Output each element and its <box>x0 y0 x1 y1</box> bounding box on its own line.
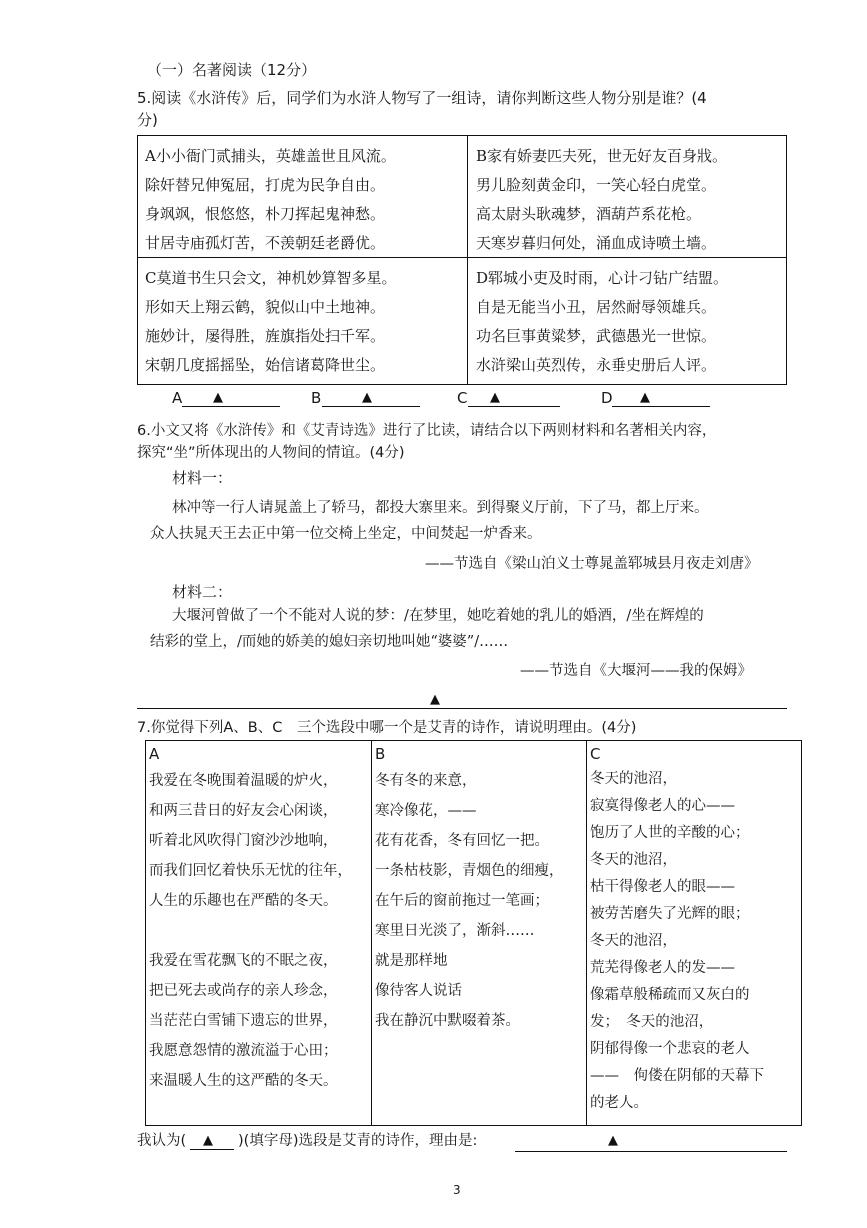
q7-col-b-label: B <box>375 745 386 763</box>
poem-line: A小小衙门贰捕头，英雄盖世且风流。 <box>145 147 396 165</box>
poem-line: 寒里日光淡了，渐斜…… <box>375 923 535 939</box>
poem-line: 饱历了人世的辛酸的心； <box>590 825 750 841</box>
q7-col-c-label: C <box>590 745 601 763</box>
q6-material1-source: ——节选自《梁山泊义士尊晁盖郓城县月夜走刘唐》 <box>425 556 759 572</box>
q5-poem-a <box>145 142 396 258</box>
q6-material2-source: ——节选自《大堰河——我的保姆》 <box>520 663 752 679</box>
poem-line: 来温暖人生的这严酷的冬天。 <box>149 1073 338 1089</box>
q5-answer-a-letter: A <box>172 389 183 407</box>
q6-material1-label: 材料一： <box>172 469 233 487</box>
poem-line: 的老人。 <box>590 1095 648 1111</box>
q5-answer-c-mark: ▲ <box>490 390 500 405</box>
q7-answer-letter-blank[interactable] <box>190 1131 234 1150</box>
poem-line: 冬天的池沼， <box>590 933 677 949</box>
page-number: 3 <box>453 1183 461 1197</box>
q5-answer-c-blank[interactable] <box>468 388 560 407</box>
poem-line: 我在静沉中默啜着茶。 <box>375 1013 520 1029</box>
poem-line: 和两三昔日的好友会心闲谈， <box>149 803 338 819</box>
poem-line: 当茫茫白雪铺下遗忘的世界， <box>149 1013 338 1029</box>
poem-line: 身飒飒，恨悠悠，朴刀挥起鬼神愁。 <box>145 205 386 223</box>
poem-line: 我爱在雪花飘飞的不眠之夜， <box>149 953 338 969</box>
poem-line <box>149 916 352 946</box>
poem-line: 宋朝几度摇摇坠，始信诸葛降世尘。 <box>145 356 386 374</box>
poem-line: 荒芜得像老人的发—— <box>590 960 735 976</box>
q6-material1-line2: 众人扶晁天王去正中第一位交椅上坐定，中间焚起一炉香来。 <box>150 526 542 542</box>
q5-answer-d-letter: D <box>601 389 613 407</box>
poem-line: 施妙计，屡得胜，旌旗指处扫千军。 <box>145 327 386 345</box>
q7-answer-mark: ▲ <box>203 1133 213 1148</box>
q6-material2-label: 材料二： <box>172 583 233 601</box>
poem-line: 甘居寺庙孤灯苦，不羡朝廷老爵优。 <box>145 234 386 252</box>
q6-material2-line1: 大堰河曾做了一个不能对人说的梦：/在梦里，她吃着她的乳儿的婚酒，/坐在辉煌的 <box>172 608 704 624</box>
poem-line: 我爱在冬晚围着温暖的炉火， <box>149 773 338 789</box>
q6-material2-line2: 结彩的堂上，/而她的娇美的媳妇亲切地叫她“婆婆”/…… <box>150 634 509 650</box>
poem-line: 而我们回忆着快乐无忧的往年， <box>149 863 352 879</box>
poem-line: 男儿脸刻黄金印，一笑心轻白虎堂。 <box>476 176 717 194</box>
poem-line: 冬天的池沼， <box>590 771 677 787</box>
poem-line: 形如天上翔云鹤，貌似山中土地神。 <box>145 298 386 316</box>
poem-line: C莫道书生只会文，神机妙算智多星。 <box>145 269 397 287</box>
poem-line: D郓城小吏及时雨，心计刁钻广结盟。 <box>476 269 729 287</box>
poem-line: 自是无能当小丑，居然耐辱领雄兵。 <box>476 298 717 316</box>
poem-line: B家有娇妻匹夫死，世无好友百身戕。 <box>476 147 728 165</box>
poem-line: 寂寞得像老人的心—— <box>590 798 735 814</box>
q5-poem-d <box>476 264 728 380</box>
poem-line: 寒冷像花，—— <box>375 803 477 819</box>
q7-divider-2 <box>586 740 587 1126</box>
q5-answer-d-mark: ▲ <box>640 390 650 405</box>
poem-line: 阴郁得像一个悲哀的老人 <box>590 1041 750 1057</box>
q5-poem-c <box>145 264 396 380</box>
q7-col-b <box>375 744 564 1036</box>
q5-stem-line2: 分) <box>137 111 158 129</box>
q5-answer-b-mark: ▲ <box>362 390 372 405</box>
poem-line: —— 佝偻在阴郁的天幕下 <box>590 1068 764 1084</box>
q5-poem-b <box>476 142 727 258</box>
q5-answer-c-letter: C <box>457 389 468 407</box>
poem-line: 发； 冬天的池沼， <box>590 1014 714 1030</box>
q5-answer-a-mark: ▲ <box>213 390 223 405</box>
q6-material1-line1: 林冲等一行人请晁盖上了轿马，都投大寨里来。到得聚义厅前，下了马，都上厅来。 <box>172 500 709 516</box>
q7-stem: 7.你觉得下列A、B、C 三个选段中哪一个是艾青的诗作，请说明理由。(4分) <box>137 720 637 736</box>
poem-line: 除奸替兄伸冤屈，打虎为民争自由。 <box>145 176 386 194</box>
poem-line: 功名巨事黄粱梦，武德愚光一世惊。 <box>476 327 717 345</box>
poem-line: 就是那样地 <box>375 953 448 969</box>
q5-answer-a-blank[interactable] <box>182 388 280 407</box>
poem-line: 一条枯枝影，青烟色的细瘦， <box>375 863 564 879</box>
q7-col-a <box>149 744 352 1096</box>
poem-line: 像霜草般稀疏而又灰白的 <box>590 987 750 1003</box>
q5-answer-d-blank[interactable] <box>612 388 710 407</box>
q7-divider-1 <box>371 740 372 1126</box>
poem-line: 我愿意怨情的激流溢于心田； <box>149 1043 338 1059</box>
poem-line: 人生的乐趣也在严酷的冬天。 <box>149 893 338 909</box>
poem-line: 枯干得像老人的眼—— <box>590 879 735 895</box>
poem-line: 冬天的池沼， <box>590 852 677 868</box>
poem-line: 听着北风吹得门窗沙沙地响， <box>149 833 338 849</box>
q7-answer-suffix: )(填字母)选段是艾青的诗作，理由是: <box>238 1133 478 1149</box>
q5-answer-b-letter: B <box>311 389 322 407</box>
q7-reason-blank[interactable] <box>515 1133 787 1152</box>
q7-col-c <box>590 744 764 1117</box>
poem-line: 花有花香，冬有回忆一把。 <box>375 833 549 849</box>
q7-col-a-label: A <box>149 745 160 763</box>
q6-stem-line1: 6.小文又将《水浒传》和《艾青诗选》进行了比读，请结合以下两则材料和名著相关内容， <box>137 423 717 439</box>
q7-answer-prefix: 我认为( <box>137 1133 187 1149</box>
poem-line: 高太尉头耿魂梦，酒葫芦系花枪。 <box>476 205 702 223</box>
poem-line: 被劳苦磨失了光辉的眼； <box>590 906 750 922</box>
q6-answer-line[interactable] <box>137 708 787 709</box>
poem-line: 像待客人说话 <box>375 983 462 999</box>
q5-table-divider-v <box>467 135 468 385</box>
q6-answer-mark: ▲ <box>430 692 440 707</box>
poem-line: 水浒梁山英烈传，永垂史册后人评。 <box>476 356 717 374</box>
poem-line: 在午后的窗前拖过一笔画； <box>375 893 549 909</box>
poem-line: 天寒岁暮归何处，涌血成诗喷土墙。 <box>476 234 717 252</box>
q5-stem-line1: 5.阅读《水浒传》后，同学们为水浒人物写了一组诗，请你判断这些人物分别是谁？(4 <box>137 89 707 107</box>
poem-line: 冬有冬的来意， <box>375 773 477 789</box>
q7-reason-mark: ▲ <box>608 1133 618 1148</box>
poem-line: 把已死去或尚存的亲人珍念， <box>149 983 338 999</box>
q6-stem-line2: 探究“坐”所体现出的人物间的情谊。(4分) <box>137 445 405 461</box>
section-title: （一）名著阅读（12分） <box>147 61 317 79</box>
